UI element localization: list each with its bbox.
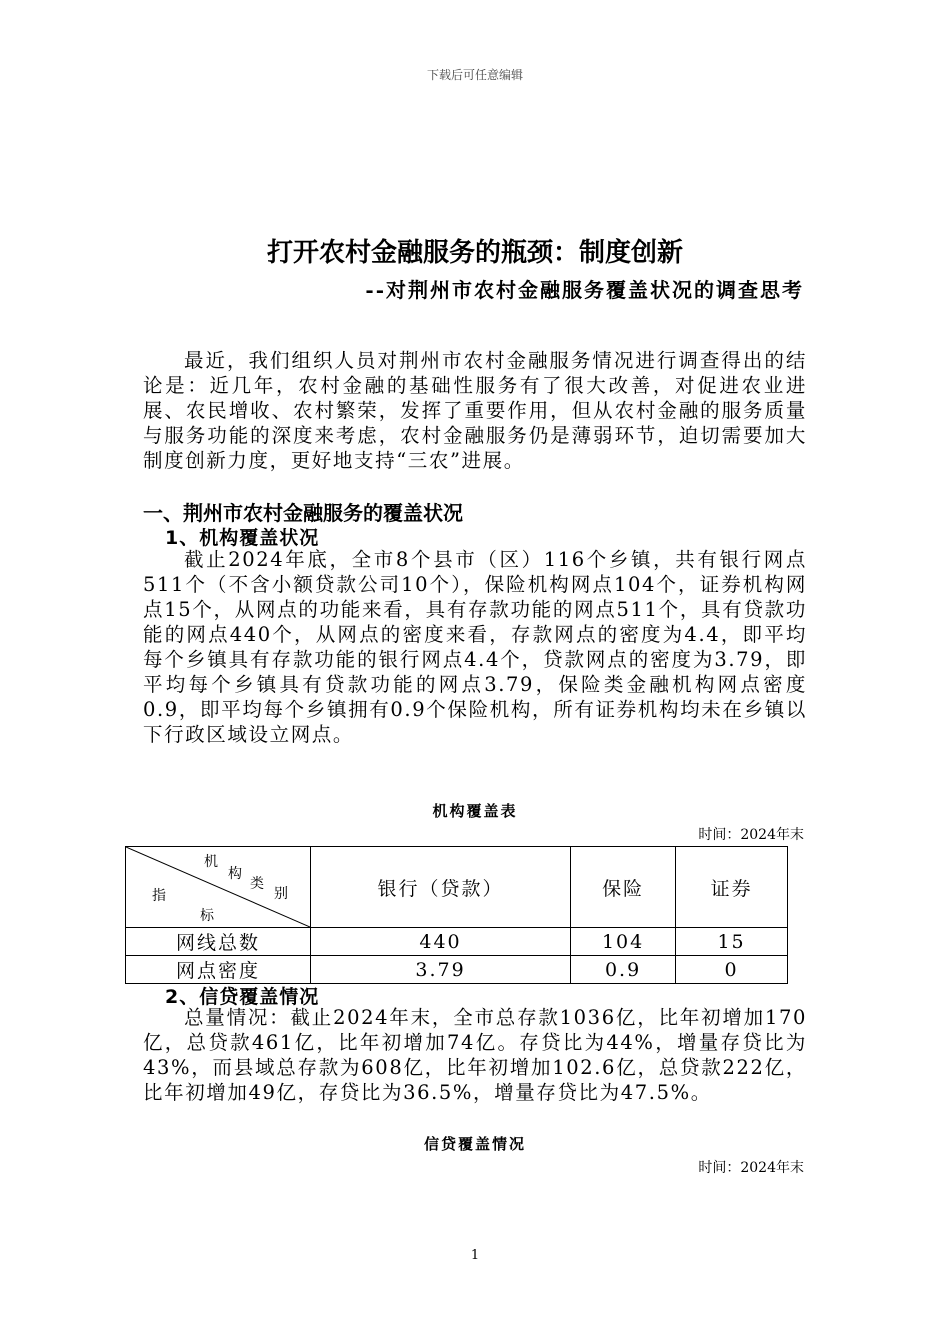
corner-label: 机 bbox=[204, 854, 220, 870]
document-subtitle: --对荆州市农村金融服务覆盖状况的调查思考 bbox=[365, 278, 804, 302]
table-cell: 0 bbox=[676, 956, 788, 984]
table-row bbox=[126, 928, 788, 956]
page-header: 下载后可任意编辑 bbox=[426, 68, 523, 82]
row-label: 网点密度 bbox=[126, 956, 311, 984]
table1-caption: 机构覆盖表 bbox=[432, 802, 518, 820]
corner-label: 别 bbox=[274, 886, 290, 902]
table-cell: 440 bbox=[311, 928, 571, 956]
table-corner-cell bbox=[126, 847, 311, 928]
table-cell: 3.79 bbox=[311, 956, 571, 984]
subsection-heading-2: 2、信贷覆盖情况 bbox=[165, 986, 320, 1008]
subsection-heading-1: 1、机构覆盖状况 bbox=[165, 527, 320, 549]
table2-time: 时间：2024年末 bbox=[698, 1160, 804, 1176]
table2-caption: 信贷覆盖情况 bbox=[423, 1135, 526, 1153]
corner-label: 标 bbox=[200, 908, 216, 924]
row-label: 网线总数 bbox=[126, 928, 311, 956]
page-number: 1 bbox=[470, 1248, 480, 1263]
table-cell: 104 bbox=[571, 928, 676, 956]
table1-time: 时间：2024年末 bbox=[698, 827, 804, 843]
column-header: 银行（贷款） bbox=[311, 847, 571, 928]
institution-paragraph: 截止2024年底，全市8个县市（区）116个乡镇，共有银行网点511个（不含小额贷款公司10个），保险机构网点104个，证券机构网点15个，从网点的功能来看，具有存款功能的网点511个，具有贷款功能的网点440个，从网点的密度来看，存款网点的密度为4.4，即平均每个乡镇具有存款功能的银行网点4.4个，贷款网点的密度为3.79，即平均每个乡镇具有贷款功能的网点3.79，保险类金融机构网点密度0.9，即平均每个乡镇拥有0.9个保险机构，所有证券机构均未在乡镇以下行政区域设立网点。 bbox=[143, 548, 807, 746]
table-cell: 15 bbox=[676, 928, 788, 956]
corner-label: 指 bbox=[152, 888, 168, 904]
table-header-row bbox=[126, 847, 788, 928]
corner-label: 构 bbox=[228, 866, 244, 882]
document-title: 打开农村金融服务的瓶颈：制度创新 bbox=[266, 238, 683, 268]
table-row bbox=[126, 956, 788, 984]
institution-coverage-table bbox=[125, 846, 788, 984]
corner-label: 类 bbox=[250, 876, 266, 892]
table-cell: 0.9 bbox=[571, 956, 676, 984]
intro-paragraph: 最近，我们组织人员对荆州市农村金融服务情况进行调查得出的结论是：近几年，农村金融的基础性服务有了很大改善，对促进农业进展、农民增收、农村繁荣，发挥了重要作用，但从农村金融的服务质量与服务功能的深度来考虑，农村金融服务仍是薄弱环节，迫切需要加大制度创新力度，更好地支持“三农”进展。 bbox=[143, 349, 807, 472]
column-header: 证券 bbox=[676, 847, 788, 928]
column-header: 保险 bbox=[571, 847, 676, 928]
section-heading-1: 一、荆州市农村金融服务的覆盖状况 bbox=[143, 501, 463, 525]
credit-paragraph: 总量情况：截止2024年末，全市总存款1036亿，比年初增加170亿，总贷款461亿，比年初增加74亿。存贷比为44%，增量存贷比为43%，而县域总存款为608亿，比年初增加102.6亿，总贷款222亿，比年初增加49亿，存贷比为36.5%，增量存贷比为47.5%。 bbox=[143, 1006, 807, 1104]
